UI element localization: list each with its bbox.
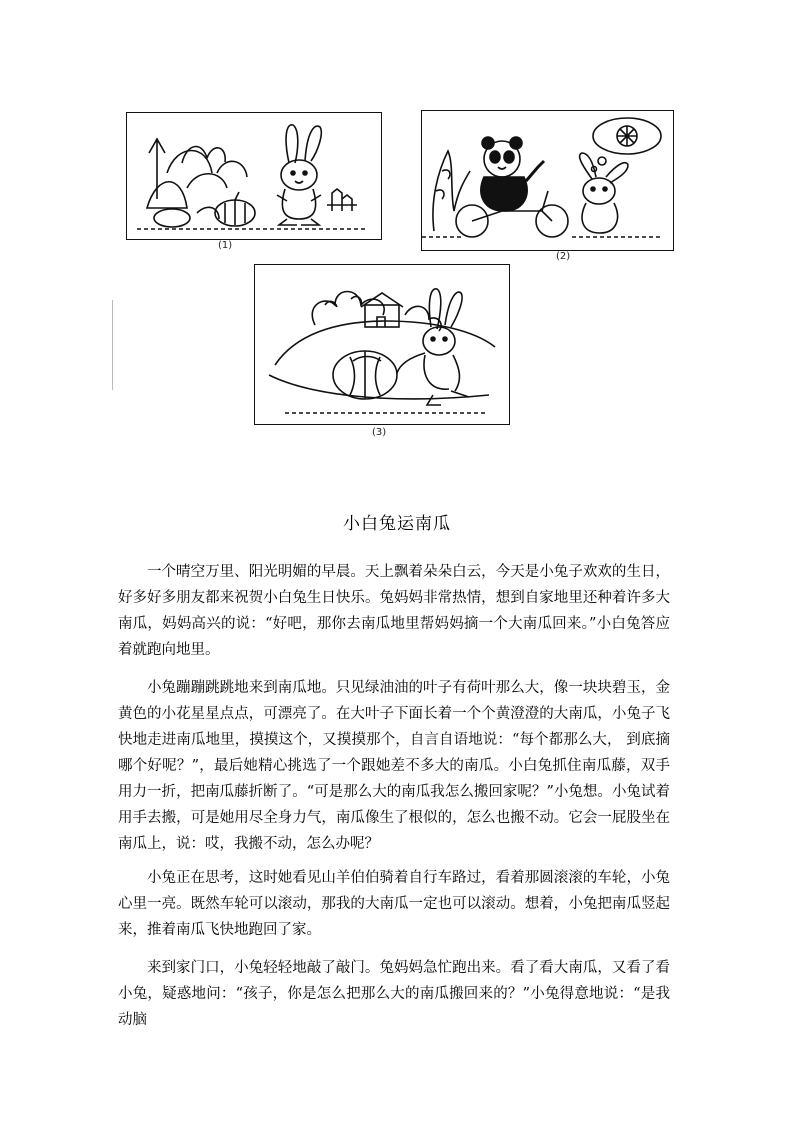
paragraph-2: 小兔蹦蹦跳跳地来到南瓜地。只见绿油油的叶子有荷叶那么大，像一块块碧玉，金黄色的小花星星点点，可漂亮了。在大叶子下面长着一个个黄澄澄的大南瓜，小兔子飞快地走进南瓜地里，摸摸这个，又摸摸那个，自言自语地说：“每个都那么大， 到底摘哪个好呢？”，最后她精心挑选了一个跟她差不多大的南瓜。小白兔抓住南瓜藤，双手用力一折，把南瓜藤折断了。“可是那么大的南瓜我怎么搬回家呢？”小兔想。小兔试着用手去搬，可是她用尽全身力气，南瓜像生了根似的，怎么也搬不动。它会一屁股坐在南瓜上，说：哎，我搬不动，怎么办呢？ <box>118 680 670 852</box>
panel-2-caption: (2) <box>556 251 571 262</box>
panel-3-caption: (3) <box>372 427 387 438</box>
illustration-panel-1 <box>126 112 382 240</box>
margin-mark <box>112 300 113 390</box>
panda-bicycle-rabbit-icon <box>422 111 673 250</box>
panel-1-caption: (1) <box>218 240 233 251</box>
paragraph-1: 一个晴空万里、阳光明媚的早晨。天上飘着朵朵白云，今天是小兔子欢欢的生日，好多好多朋友都来祝贺小白兔生日快乐。兔妈妈非常热情，想到自家地里还种着许多大南瓜，妈妈高兴的说：“好吧，那你去南瓜地里帮妈妈摘一个大南瓜回来。”小白兔答应着就跑向地里。 <box>118 564 670 658</box>
story-title: 小白兔运南瓜 <box>343 514 451 534</box>
paragraph-4: 来到家门口，小兔轻轻地敲了敲门。兔妈妈急忙跑出来。看了看大南瓜，又看了看小兔，疑惑地问：“孩子，你是怎么把那么大的南瓜搬回来的？”小兔得意地说：“是我动脑 <box>118 960 670 1028</box>
paragraph-3: 小兔正在思考，这时她看见山羊伯伯骑着自行车路过，看着那圆滚滚的车轮，小兔心里一亮。既然车轮可以滚动，那我的大南瓜一定也可以滚动。想着，小兔把南瓜竖起来，推着南瓜飞快地跑回了家。 <box>118 870 670 938</box>
illustration-panel-3 <box>254 264 510 425</box>
rabbit-rolling-pumpkin-icon <box>255 265 509 424</box>
illustration-panel-2 <box>421 110 674 251</box>
rabbit-pumpkin-patch-icon <box>127 113 381 239</box>
